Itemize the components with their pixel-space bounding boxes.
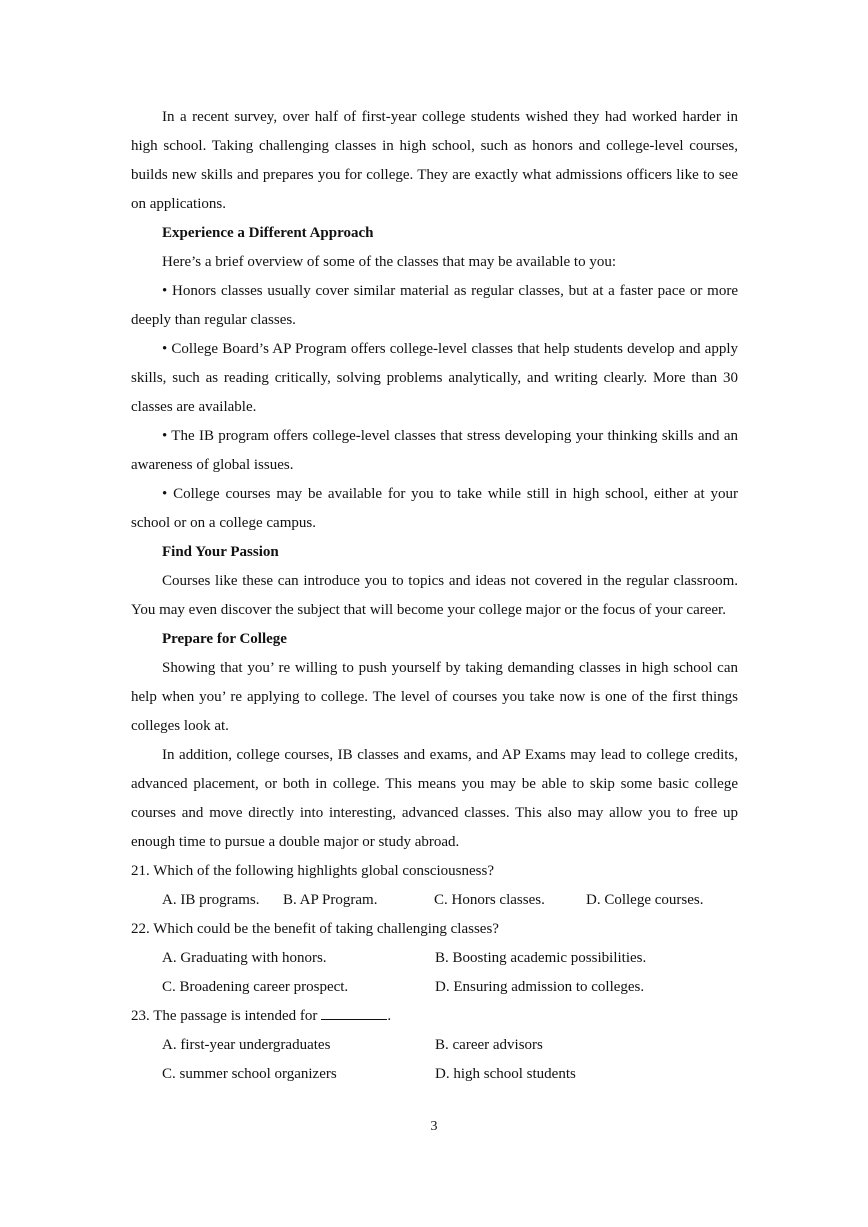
- option-22-c: C. Broadening career prospect.: [162, 979, 349, 995]
- question-22-options-row2: [131, 973, 738, 1002]
- option-23-a: A. first-year undergraduates: [162, 1037, 331, 1053]
- option-21-b: B. AP Program.: [283, 892, 378, 908]
- question-23-stem: [131, 1002, 738, 1031]
- option-23-b: B. career advisors: [435, 1037, 543, 1053]
- bullet-ib: • The IB program offers college-level classes that stress developing your thinking skills and an awareness of global issues.: [131, 428, 738, 473]
- section-heading-passion: Find Your Passion: [162, 544, 279, 560]
- answer-blank: [321, 1005, 387, 1020]
- section-heading-approach: Experience a Different Approach: [162, 225, 374, 241]
- question-22-stem: 22. Which could be the benefit of taking challenging classes?: [131, 921, 499, 937]
- paragraph-prepare: Showing that you’ re willing to push yourself by taking demanding classes in high school can help when you’ re applying to college. The level of courses you take now is one of the first things colleges look at.: [131, 660, 738, 734]
- question-23-options-row1: [131, 1031, 738, 1060]
- option-21-c: C. Honors classes.: [434, 892, 545, 908]
- option-23-c: C. summer school organizers: [162, 1066, 337, 1082]
- option-22-d: D. Ensuring admission to colleges.: [435, 979, 645, 995]
- paragraph-intro: In a recent survey, over half of first-year college students wished they had worked harder in high school. Taking challenging classes in high school, such as honors and college-level courses, builds new skills and prepares you for college. They are exactly what admissions officers like to see on applications.: [131, 109, 738, 212]
- document-page: [131, 103, 738, 1089]
- bullet-ap: • College Board’s AP Program offers college-level classes that help students develop and apply skills, such as reading critically, solving problems analytically, and writing clearly. More than 30 classes are available.: [131, 341, 738, 415]
- option-21-a: A. IB programs.: [162, 892, 260, 908]
- paragraph-credits: In addition, college courses, IB classes and exams, and AP Exams may lead to college credits, advanced placement, or both in college. This means you may be able to skip some basic college courses and move directly into interesting, advanced classes. This also may allow you to free up enough time to pursue a double major or study abroad.: [131, 747, 738, 850]
- section-heading-prepare: Prepare for College: [162, 631, 287, 647]
- option-22-b: B. Boosting academic possibilities.: [435, 950, 647, 966]
- question-22-options-row1: [131, 944, 738, 973]
- question-21-stem: 21. Which of the following highlights global consciousness?: [131, 863, 495, 879]
- question-23-stem-text: 23. The passage is intended for: [131, 1008, 318, 1024]
- option-23-d: D. high school students: [435, 1066, 576, 1082]
- question-23-options-row2: [131, 1060, 738, 1089]
- bullet-honors: • Honors classes usually cover similar material as regular classes, but at a faster pace or more deeply than regular classes.: [131, 283, 738, 328]
- page-number: 3: [430, 1119, 438, 1134]
- option-22-a: A. Graduating with honors.: [162, 950, 327, 966]
- paragraph-overview: Here’s a brief overview of some of the classes that may be available to you:: [162, 254, 617, 270]
- question-21-options: [131, 886, 738, 915]
- bullet-college-courses: • College courses may be available for you to take while still in high school, either at your school or on a college campus.: [131, 486, 738, 531]
- question-23-stem-end: .: [387, 1008, 392, 1024]
- paragraph-passion: Courses like these can introduce you to topics and ideas not covered in the regular classroom. You may even discover the subject that will become your college major or the focus of your career.: [131, 573, 738, 618]
- option-21-d: D. College courses.: [586, 892, 704, 908]
